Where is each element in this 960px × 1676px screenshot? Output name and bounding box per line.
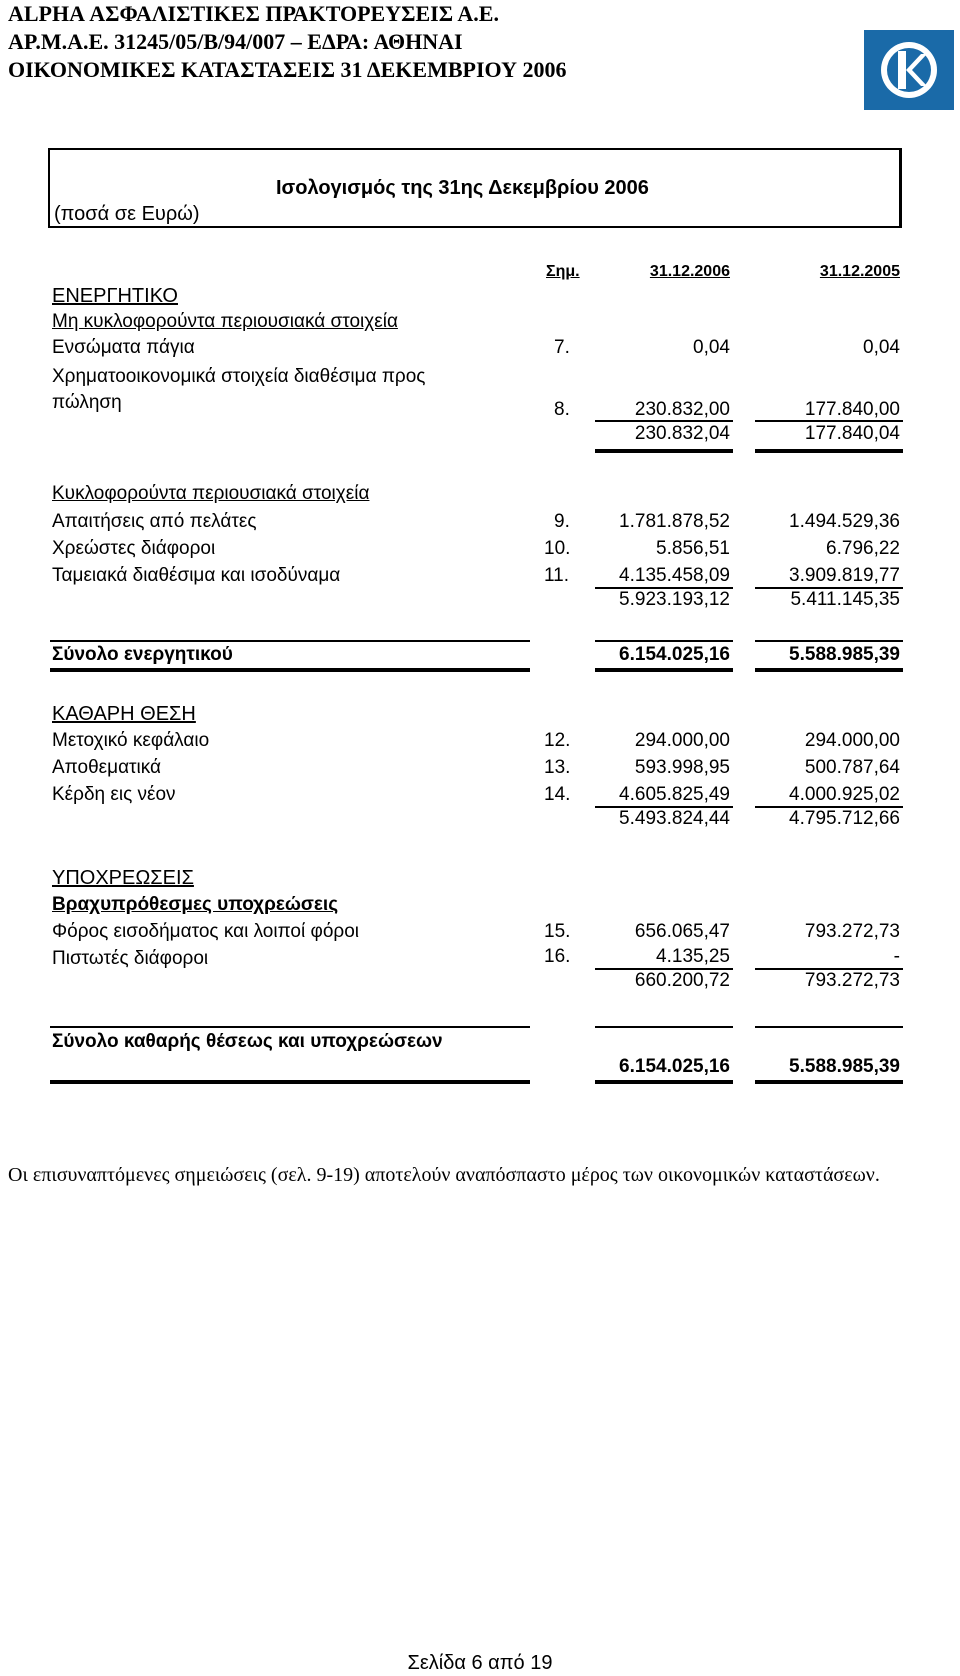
row-value-2005: 4.000.925,02 [789,784,900,805]
non-current-heading: Μη κυκλοφορούντα περιουσιακά στοιχεία [52,311,398,332]
row-value-2005: 177.840,00 [804,399,900,420]
total-equity-liabilities-2006: 6.154.025,16 [619,1056,730,1077]
row-label: Ταμειακά διαθέσιμα και ισοδύναμα [52,565,341,586]
row-note: 11. [544,565,570,586]
row-label: Κέρδη εις νέον [52,784,176,805]
subtotal-2006: 660.200,72 [634,970,730,991]
title-box [48,148,902,228]
page-number: Σελίδα 6 από 19 [407,1652,553,1674]
assets-heading: ΕΝΕΡΓΗΤΙΚΟ [52,285,178,307]
registry-line: ΑΡ.Μ.Α.Ε. 31245/05/Β/94/007 – ΕΔΡΑ: ΑΘΗΝΑΙ [8,29,463,54]
col-header-2005: 31.12.2005 [819,263,900,280]
row-value-2006: 294.000,00 [634,730,730,751]
row-value-2005: 294.000,00 [804,730,900,751]
subtotal-2005: 177.840,04 [804,423,900,444]
double-rule [755,1080,903,1084]
row-value-2005: - [893,946,900,967]
row-label: Απαιτήσεις από πελάτες [52,511,257,532]
total-top-rule [50,640,530,642]
row-value-2006: 1.781.878,52 [619,511,730,532]
subtotal-2006: 5.493.824,44 [619,808,730,829]
row-value-2006: 593.998,95 [634,757,730,778]
subtotal-2005: 5.411.145,35 [790,589,900,610]
row-value-2005: 3.909.819,77 [789,565,900,586]
current-assets-heading: Κυκλοφορούντα περιουσιακά στοιχεία [52,483,370,504]
alpha-bank-logo-icon [864,30,954,110]
row-label: Πιστωτές διάφοροι [52,948,209,969]
row-value-2006: 5.856,51 [656,538,730,559]
total-equity-liabilities-2005: 5.588.985,39 [789,1056,900,1077]
row-value-2006: 4.135.458,09 [619,565,730,586]
double-rule [595,668,733,672]
short-term-heading: Βραχυπρόθεσμες υποχρεώσεις [52,894,339,915]
double-rule [595,1080,733,1084]
row-value-2006: 0,04 [693,337,730,358]
row-value-2006: 230.832,00 [634,399,730,420]
liabilities-heading: ΥΠΟΧΡΕΩΣΕΙΣ [52,867,194,889]
row-value-2005: 793.272,73 [804,921,900,942]
row-note: 9. [554,511,570,532]
row-label: Αποθεματικά [52,757,162,778]
row-value-2005: 0,04 [863,337,900,358]
subtotal-2005: 793.272,73 [804,970,900,991]
row-note: 14. [544,784,571,805]
row-note: 7. [554,337,570,358]
row-label: Φόρος εισοδήματος και λοιποί φόροι [52,921,359,942]
row-note: 15. [544,921,571,942]
row-value-2005: 1.494.529,36 [789,511,900,532]
total-assets-label: Σύνολο ενεργητικού [52,644,233,665]
double-rule [50,668,530,672]
row-label: Μετοχικό κεφάλαιο [52,730,210,751]
row-value-2006: 4.605.825,49 [619,784,730,805]
row-value-2005: 500.787,64 [804,757,900,778]
double-rule [755,668,903,672]
row-value-2005: 6.796,22 [826,538,900,559]
row-note: 10. [544,538,571,559]
row-label-cont: πώληση [52,392,122,413]
balance-sheet-title: Ισολογισμός της 31ης Δεκεμβρίου 2006 [276,177,649,199]
row-label: Χρηματοοικονομικά στοιχεία διαθέσιμα προς [52,366,426,387]
total-top-rule [755,640,903,642]
col-header-2006: 31.12.2006 [649,263,730,280]
row-note: 12. [544,730,571,751]
total-assets-2006: 6.154.025,16 [619,644,730,665]
equity-heading: ΚΑΘΑΡΗ ΘΕΣΗ [52,703,196,725]
row-label: Χρεώστες διάφοροι [52,538,216,559]
row-value-2006: 4.135,25 [656,946,730,967]
row-label: Ενσώματα πάγια [52,337,195,358]
row-note: 8. [554,399,570,420]
total-top-rule [595,640,733,642]
statements-title: ΟΙΚΟΝΟΜΙΚΕΣ ΚΑΤΑΣΤΑΣΕΙΣ 31 ΔΕΚΕΜΒΡΙΟΥ 2006 [8,57,567,82]
company-name: ALPHA ΑΣΦΑΛΙΣΤΙΚΕΣ ΠΡΑΚΤΟΡΕΥΣΕΙΣ Α.Ε. [8,1,499,26]
subtotal-2006: 230.832,04 [634,423,730,444]
total-top-rule [755,1026,903,1028]
total-assets-2005: 5.588.985,39 [789,644,900,665]
row-note: 16. [544,946,571,967]
footnote: Οι επισυναπτόμενες σημειώσεις (σελ. 9-19) αποτελούν αναπόσπαστο μέρος των οικονομικών καταστάσεων. [8,1164,880,1186]
double-rule [50,1080,530,1084]
row-value-2006: 656.065,47 [634,921,730,942]
total-top-rule [50,1026,530,1028]
currency-note: (ποσά σε Ευρώ) [54,203,200,225]
row-note: 13. [544,757,571,778]
double-rule [595,449,733,453]
col-header-note: Σημ. [546,263,580,280]
subtotal-2005: 4.795.712,66 [789,808,900,829]
double-rule [755,449,903,453]
total-equity-liabilities-label: Σύνολο καθαρής θέσεως και υποχρεώσεων [52,1031,443,1052]
subtotal-2006: 5.923.193,12 [619,589,730,610]
total-top-rule [595,1026,733,1028]
